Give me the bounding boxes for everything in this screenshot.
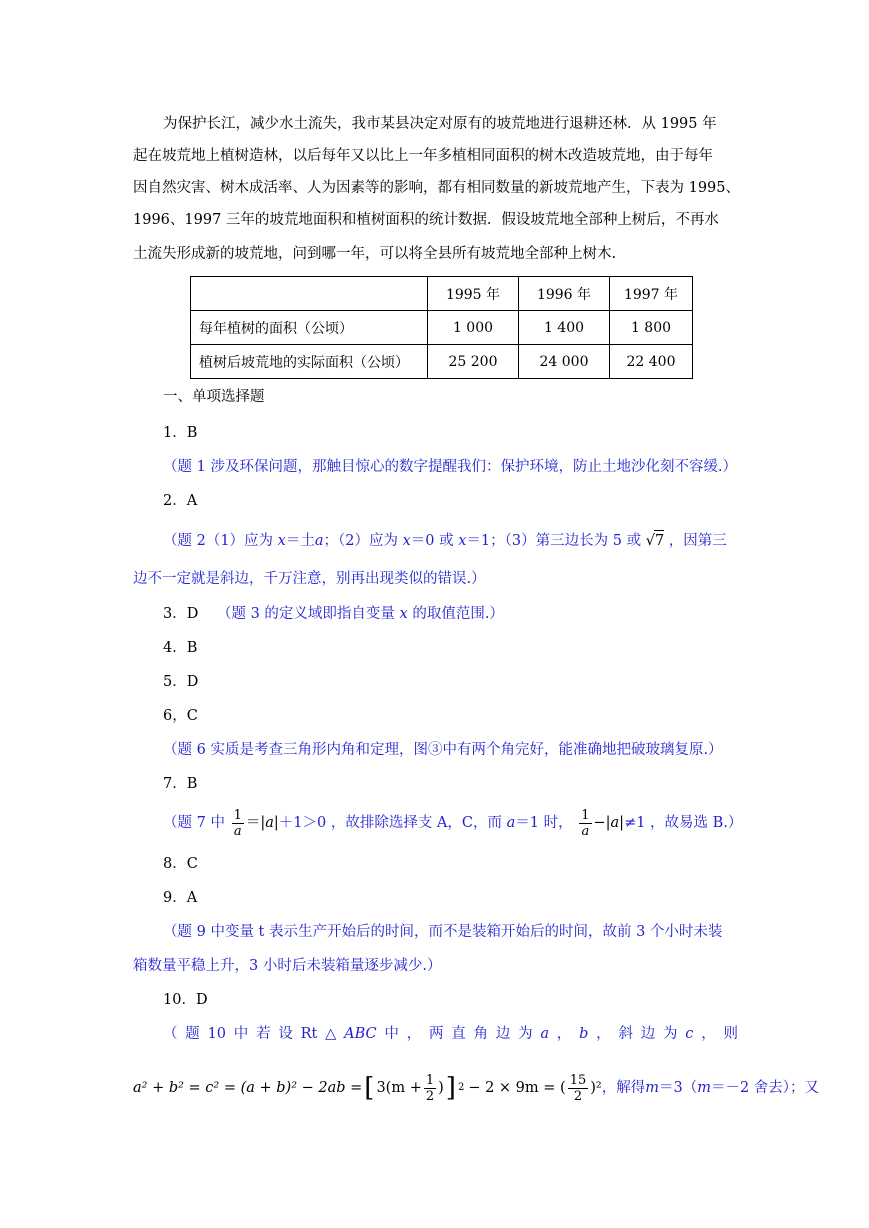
table-header-row [191,277,693,311]
note-10-token: 10 [207,1026,227,1042]
table-row [191,345,693,379]
table-cell: 24 000 [519,345,610,379]
intro-line-5: 土流失形成新的坡荒地，问到哪一年，可以将全县所有坡荒地全部种上树木. [133,246,617,262]
note-10-token: ， [701,1026,716,1042]
table-cell: 1 800 [610,311,693,345]
intro-line-1: 为保护长江，减少水土流失，我市某县决定对原有的坡荒地进行退耕还林．从 1995 年 [163,116,717,132]
answer-3: 3．D （题 3 的定义域即指自变量 x 的取值范围.） [163,606,504,622]
note-10-token: 边 [495,1026,511,1042]
note-10-token: Rt [300,1026,318,1042]
note-1: （题 1 涉及环保问题，那触目惊心的数字提醒我们：保护环境，防止土地沙化刻不容缓.） [163,459,738,475]
answer-9: 9．A [163,890,198,906]
note-10-line-1 [163,1024,738,1044]
note-10-token: 斜 [618,1026,633,1042]
intro-line-2: 起在坡荒地上植树造林，以后每年又以比上一年多植相同面积的树木改造坡荒地，由于每年 [133,148,713,164]
equation-pythagoras: a² + b² = c² = (a + b)² − 2ab = [133,1080,363,1096]
intro-line-4: 1996、1997 三年的坡荒地面积和植树面积的统计数据．假设坡荒地全部种上树后，不再水 [133,212,719,228]
table-cell: 1 000 [428,311,519,345]
table-header-cell [191,277,428,311]
answer-1: 1．B [163,425,198,441]
statistics-table [190,276,693,379]
note-10-token: 为 [663,1026,678,1042]
intro-line-3: 因自然灾害、树木成活率、人为因素等的影响，都有相同数量的新坡荒地产生，下表为 1995、 [133,180,741,196]
note-9-line-1: （题 9 中变量 t 表示生产开始后的时间，而不是装箱开始后的时间，故前 3 个小时未装 [163,924,723,940]
answer-6: 6，C [163,708,198,724]
answer-5: 5．D [163,674,199,690]
table-header-cell: 1996 年 [519,277,610,311]
answer-4: 4．B [163,640,198,656]
note-9-line-2: 箱数量平稳上升，3 小时后未装箱量逐步减少.） [133,958,442,974]
note-10-token: 题 [185,1026,200,1042]
note-2-line-2: 边不一定就是斜边，千万注意，别再出现类似的错误.） [133,571,486,587]
table-header-cell: 1995 年 [428,277,519,311]
answer-7: 7．B [163,776,198,792]
answer-8: 8．C [163,856,198,872]
table-cell: 22 400 [610,345,693,379]
answer-10: 10．D [163,992,208,1008]
note-3: （题 3 的定义域即指自变量 x 的取值范围.） [216,606,504,622]
note-10-token: 直 [451,1026,466,1042]
note-10-token: 则 [723,1026,738,1042]
note-10-token: 中 [233,1026,249,1042]
note-10-token: 中 [384,1026,399,1042]
answer-2: 2．A [163,493,198,509]
fraction-one-half: $\frac{1}{2}$ [425,1072,435,1104]
table-header-cell: 1997 年 [610,277,693,311]
note-2-line-1: （题 2（1）应为 x＝土a；（2）应为 x＝0 或 x＝1；（3）第三边长为 5 或 √7 ，因第三 [163,530,768,551]
note-10-token: 角 [473,1026,489,1042]
table-row-label: 每年植树的面积（公顷） [191,311,428,345]
note-7: （题 7 中 $\frac{1}{a}$ ＝|a|＋1＞0 ，故排除选择支 A，C，而 a＝1 时， $\frac{1}{a}$ −|a|≠1 ，故易选 B.） [163,807,743,839]
note-10-token: b [579,1026,589,1042]
sqrt-seven: √7 [646,533,664,549]
section-title: 一、单项选择题 [163,389,265,405]
note-6: （题 6 实质是考查三角形内角和定理，图③中有两个角完好，能准确地把破玻璃复原.） [163,742,723,758]
note-10-token: 两 [428,1026,444,1042]
note-10-token: ， [596,1026,611,1042]
note-10-token: c [685,1026,694,1042]
table-cell: 1 400 [519,311,610,345]
fraction-one-over-a: $\frac{1}{a}$ [581,807,590,839]
note-10-token: △ [325,1026,337,1042]
fraction-one-over-a: $\frac{1}{a}$ [233,807,242,839]
note-10-token: 若 [256,1026,271,1042]
note-10-token: （ [163,1026,178,1042]
note-10-token: 为 [518,1026,533,1042]
note-10-token: 边 [640,1026,656,1042]
table-row [191,311,693,345]
note-10-token: ， [406,1026,422,1042]
note-10-token: 设 [278,1026,293,1042]
fraction-fifteen-halves: $\frac{15}{2}$ [569,1072,587,1104]
table-cell: 25 200 [428,345,519,379]
note-10-token: ， [556,1026,572,1042]
note-10-token: ABC [344,1026,377,1042]
note-10-token: a [540,1026,550,1042]
note-10-line-2: a² + b² = c² = (a + b)² − 2ab = [ 3(m + $\frac{1}{2}$ ) ] 2 − 2 × 9m = ( $\frac{15}{2}$ )² ，解得 m ＝3（ m ＝－2 舍去）；又 [133,1066,738,1110]
table-row-label: 植树后坡荒地的实际面积（公顷） [191,345,428,379]
